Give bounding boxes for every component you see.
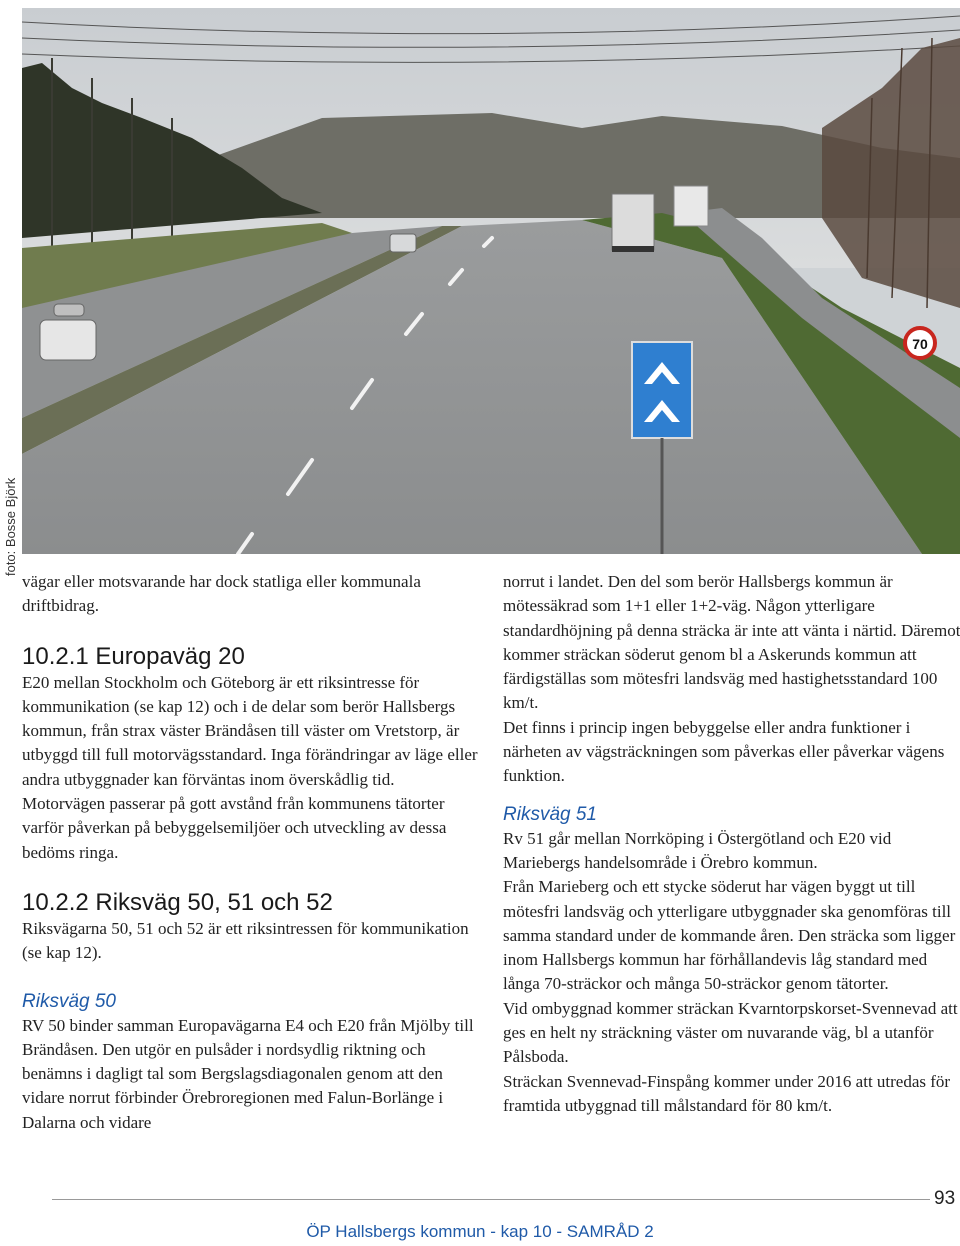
heading-10-2-1: 10.2.1 Europaväg 20 — [22, 642, 245, 670]
photo-credit — [0, 446, 20, 576]
page-number: 93 — [934, 1188, 956, 1209]
truck-near — [612, 194, 654, 252]
heading-10-2-2: 10.2.2 Riksväg 50, 51 och 52 — [22, 888, 333, 916]
car-silver — [390, 234, 416, 252]
footer-title: ÖP Hallsbergs kommun - kap 10 - SAMRÅD 2 — [306, 1222, 654, 1241]
footer-rule — [52, 1199, 930, 1200]
heading-riksvag-50: Riksväg 50 — [22, 990, 116, 1012]
paragraph-rv50-cont: norrut i landet. Den del som berör Hallsbergs kommun är mötessäkrad som 1+1 eller 1+2-väg. Någon ytterligare standardhöjning på denna sträcka är inte att vänta i närtid. Däremot kommer sträckan söderut genom bl a Askerunds kommun att färdigställas som mötesfri landsväg med hastighetsstandard 100 km/t. — [503, 572, 960, 713]
paragraph-rv51: Rv 51 går mellan Norrköping i Östergötland och E20 vid Mariebergs handelsområde i Örebro kommun. — [503, 828, 892, 872]
paragraph-marieberg: Från Marieberg och ett stycke söderut har vägen byggt ut till mötesfri landsväg och ytterligare utbyggnader ska genomföras till samma standard under de kommande åren. Den sträcka som ligger inom Hallsbergs kommun har förhållandevis låg standard med långa 70-sträckor och många 50-sträckor genom tätorter. — [503, 877, 956, 994]
speed-limit-value: 70 — [912, 336, 928, 352]
paragraph-finspang: Sträckan Svennevad-Finspång kommer under 2016 att utredas för framtida utbyggnad till målstandard för 80 km/t. — [503, 1071, 951, 1115]
photo-credit-text: foto: Bosse Björk — [3, 477, 18, 576]
heading-riksvag-51: Riksväg 51 — [503, 803, 597, 825]
paragraph-rv50: RV 50 binder samman Europavägarna E4 och E20 från Mjölby till Brändåsen. Den utgör en pulsåder i nordsydlig riktning och benämns i dagligt tal som Bergslagsdiagonalen genom att den vidare norrut förbinder Örebroregionen med Falun-Borlänge i Dalarna och vidare — [22, 1015, 474, 1132]
right-column — [503, 570, 960, 1118]
truck-far — [674, 186, 708, 226]
paragraph-riksvagar: Riksvägarna 50, 51 och 52 är ett riksintressen för kommunikation (se kap 12). — [22, 918, 469, 963]
paragraph-bebyggelse: Det finns i princip ingen bebyggelse eller andra funktioner i närheten av vägsträckningen som påverkas eller påverkar vägens funktion. — [503, 717, 945, 786]
left-column — [22, 570, 478, 1135]
speed-limit-sign — [905, 328, 935, 358]
paragraph-e20: E20 mellan Stockholm och Göteborg är ett riksintresse för kommunikation (se kap 12) och i de delar som berör Hallsbergs kommun, från strax väster Brändåsen till väster om Vretstorp, är utbyggd till full motorvägsstandard. Inga förändringar av läge eller andra utbyggnader kan förväntas inom överskådlig tid. Motorvägen passerar på gott avstånd från kommunens tätorter varför påverkan på bebyggelsemiljöer och utveckling av dessa bedöms ringa. — [22, 672, 478, 862]
highway-photo — [22, 8, 960, 554]
paragraph-ombyggnad: Vid ombyggnad kommer sträckan Kvarntorpskorset-Svennevad att ges en helt ny sträckning väster om nuvarande väg, bl a utanför Pålsboda. — [503, 998, 958, 1067]
intro-paragraph: vägar eller motsvarande har dock statliga eller kommunala driftbidrag. — [22, 572, 421, 616]
